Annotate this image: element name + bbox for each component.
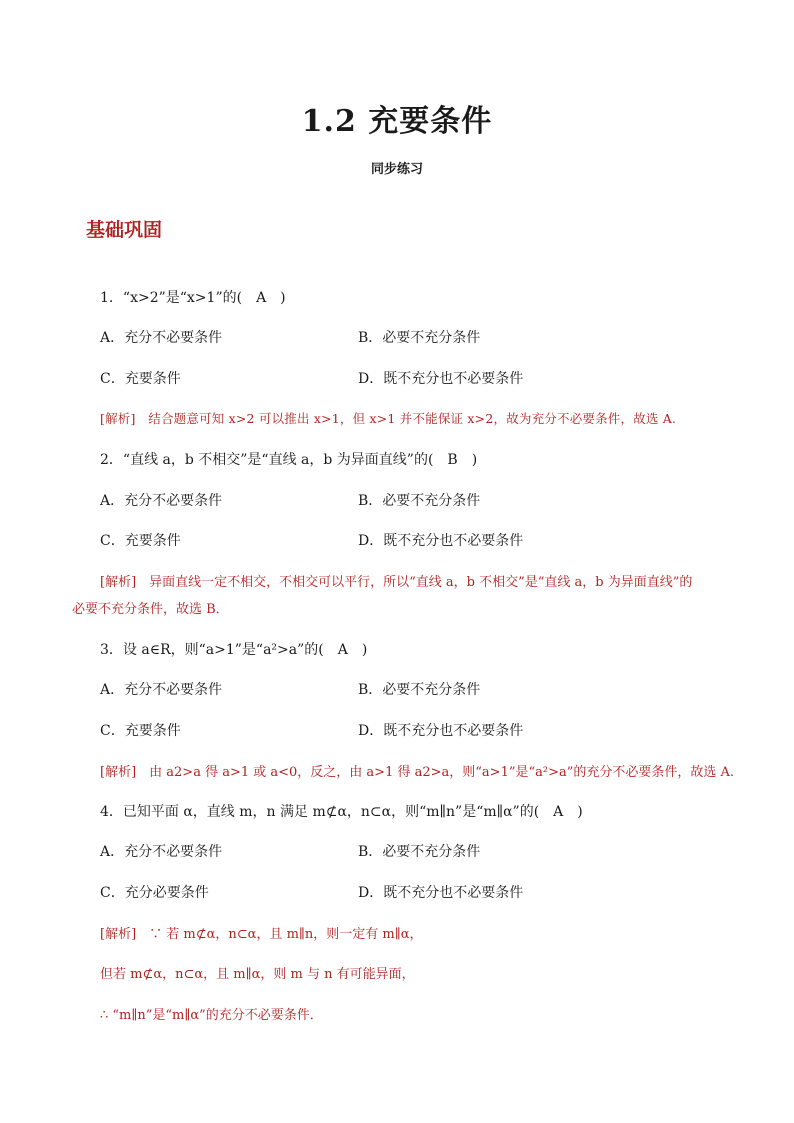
question-4-explanation-line-1: [解析] ∵ 若 m⊄α，n⊂α，且 m∥n，则一定有 m∥α， xyxy=(100,927,423,942)
question-1-stem: 1．“x>2”是“x>1”的( A ) xyxy=(100,290,286,306)
question-2-explanation-line-2: 必要不充分条件，故选 B． xyxy=(72,602,229,617)
question-4-option-b: B．必要不充分条件 xyxy=(358,844,481,860)
question-1-option-b: B．必要不充分条件 xyxy=(358,330,481,346)
question-3-option-d: D．既不充分也不必要条件 xyxy=(358,723,524,739)
question-2-option-b: B．必要不充分条件 xyxy=(358,493,481,509)
question-2-option-d: D．既不充分也不必要条件 xyxy=(358,533,524,549)
page-subtitle: 同步练习 xyxy=(370,162,423,177)
question-4-option-a: A．充分不必要条件 xyxy=(100,844,223,860)
section-title: 基础巩固 xyxy=(86,219,163,241)
question-3-option-c: C．充要条件 xyxy=(100,723,181,739)
question-2-stem: 2．“直线 a，b 不相交”是“直线 a，b 为异面直线”的( B ) xyxy=(100,452,478,468)
question-2-option-a: A．充分不必要条件 xyxy=(100,493,223,509)
question-3-stem: 3．设 a∈R，则“a>1”是“a²>a”的( A ) xyxy=(100,642,368,658)
question-4-explanation-line-3: ∴ “m∥n”是“m∥α”的充分不必要条件． xyxy=(100,1008,323,1023)
question-1-option-d: D．既不充分也不必要条件 xyxy=(358,371,524,387)
question-3-option-b: B．必要不充分条件 xyxy=(358,682,481,698)
question-3-explanation: [解析] 由 a2>a 得 a>1 或 a<0，反之，由 a>1 得 a2>a，则“a>1”是“a²>a”的充分不必要条件，故选 A. xyxy=(100,765,735,780)
question-1-option-a: A．充分不必要条件 xyxy=(100,330,223,346)
question-1-explanation: [解析] 结合题意可知 x>2 可以推出 x>1，但 x>1 并不能保证 x>2，故为充分不必要条件，故选 A. xyxy=(100,411,677,426)
question-1-option-c: C．充要条件 xyxy=(100,371,181,387)
question-4-option-d: D．既不充分也不必要条件 xyxy=(358,885,524,901)
question-4-explanation-line-2: 但若 m⊄α，n⊂α，且 m∥α，则 m 与 n 有可能异面， xyxy=(100,967,415,982)
question-2-option-c: C．充要条件 xyxy=(100,533,181,549)
question-2-explanation-line-1: [解析] 异面直线一定不相交，不相交可以平行，所以“直线 a，b 不相交”是“直线 a，b 为异面直线”的 xyxy=(100,575,693,590)
question-4-stem: 4．已知平面 α，直线 m，n 满足 m⊄α，n⊂α，则“m∥n”是“m∥α”的( A ) xyxy=(100,804,583,820)
question-3-option-a: A．充分不必要条件 xyxy=(100,682,223,698)
page-title: 1.2 充要条件 xyxy=(301,104,493,139)
question-4-option-c: C．充分必要条件 xyxy=(100,885,209,901)
